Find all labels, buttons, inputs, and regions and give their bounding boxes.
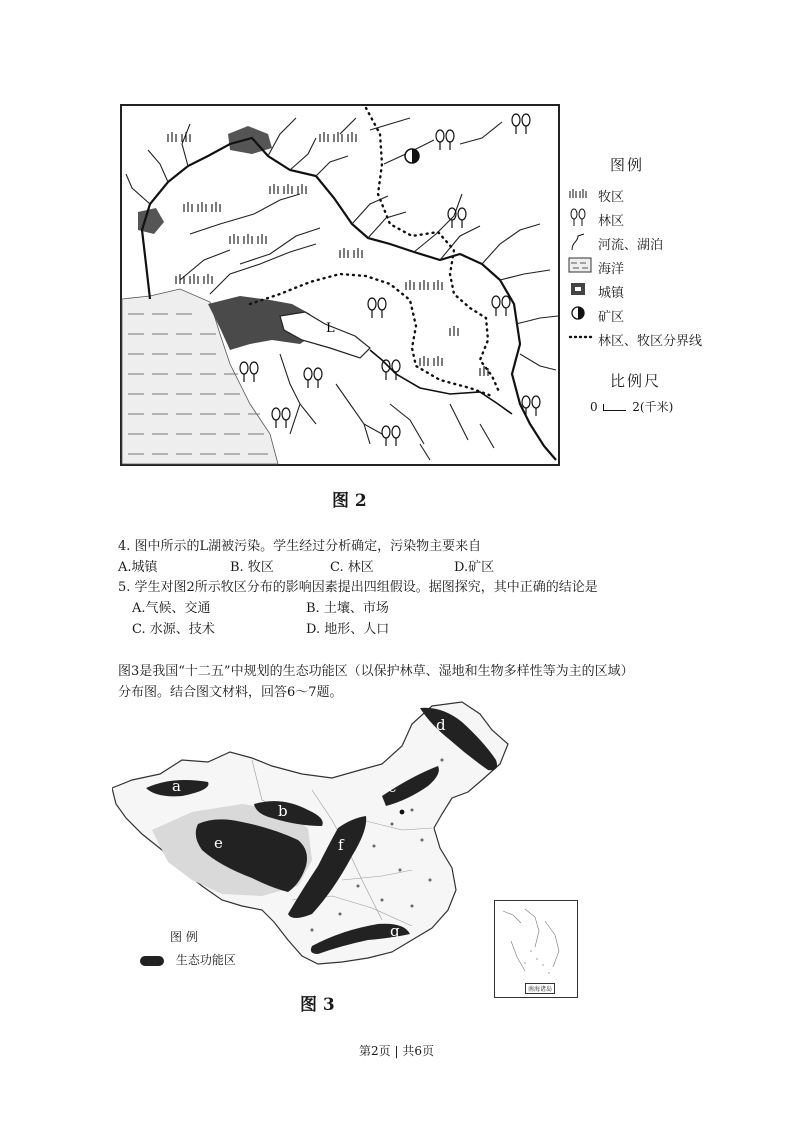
q4-option-b: B. 牧区 — [230, 560, 274, 575]
figure2-map — [120, 104, 560, 466]
question-5: 5. 学生对图2所示牧区分布的影响因素提出四组假设。据图探究，其中正确的结论是 — [118, 580, 598, 595]
lake-l-label: L — [326, 321, 335, 336]
mine-icon — [568, 304, 590, 322]
south-china-sea-inset — [494, 900, 578, 998]
zone-label-a: a — [172, 777, 181, 795]
q4-option-d: D.矿区 — [454, 560, 495, 575]
zone-label-e: e — [214, 834, 223, 852]
forest-icon — [568, 208, 590, 228]
scale-zero: 0 — [590, 400, 598, 414]
legend-label-ocean: 海洋 — [598, 262, 625, 277]
legend-row-pasture — [568, 184, 758, 204]
inset-label: 南海诸岛 — [525, 983, 555, 994]
figure2-legend — [568, 148, 758, 418]
zone-label-g: g — [390, 922, 400, 940]
figure2-caption: 图 2 — [332, 491, 367, 511]
legend-title: 图例 — [610, 156, 645, 174]
zone-label-d: d — [436, 716, 446, 734]
figure3-legend-title: 图 例 — [170, 930, 198, 944]
legend-row-river — [568, 232, 758, 252]
legend-row-ocean — [568, 256, 758, 276]
question-4: 4. 图中所示的L湖被污染。学生经过分析确定，污染物主要来自 — [118, 539, 482, 554]
eco-zone-swatch-icon — [140, 956, 164, 966]
figure3-legend-label: 生态功能区 — [175, 953, 236, 967]
scale-value: 2(千米) — [632, 400, 674, 414]
river-lake-icon — [568, 232, 590, 252]
legend-label-forest: 林区 — [598, 214, 625, 229]
intro-line-2: 分布图。结合图文材料，回答6～7题。 — [118, 685, 343, 700]
legend-row-town — [568, 280, 758, 300]
intro-line-1: 图3是我国“十二五”中规划的生态功能区（以保护林草、湿地和生物多样性等为主的区域） — [118, 664, 634, 679]
q5-option-d: D. 地形、人口 — [306, 622, 390, 637]
zone-label-c: c — [388, 778, 397, 796]
scale-title: 比例尺 — [610, 372, 662, 390]
figure3-legend — [140, 928, 236, 968]
figure3-legend-row — [140, 951, 236, 968]
page-footer: 第2页 | 共6页 — [359, 1044, 434, 1058]
legend-label-pasture: 牧区 — [598, 190, 625, 205]
q5-option-a: A.气候、交通 — [132, 601, 211, 616]
legend-row-boundary — [568, 328, 758, 348]
legend-label-river: 河流、湖泊 — [598, 238, 664, 253]
pasture-icon — [568, 184, 590, 202]
boundary-line-icon — [568, 328, 594, 346]
zone-label-b: b — [278, 802, 288, 820]
figure3-caption: 图 3 — [300, 995, 335, 1015]
q5-option-c: C. 水源、技术 — [132, 622, 215, 637]
legend-label-boundary: 林区、牧区分界线 — [598, 334, 703, 349]
legend-row-forest — [568, 208, 758, 228]
q5-option-b: B. 土壤、市场 — [306, 601, 389, 616]
legend-label-town: 城镇 — [598, 286, 625, 301]
q4-option-c: C. 林区 — [330, 560, 374, 575]
legend-row-mine — [568, 304, 758, 324]
scale-bar — [590, 398, 673, 415]
q4-option-a: A.城镇 — [118, 560, 158, 575]
zone-label-f: f — [338, 836, 344, 854]
ocean-icon — [568, 256, 592, 274]
legend-label-mine: 矿区 — [598, 310, 625, 325]
town-icon — [568, 280, 590, 298]
